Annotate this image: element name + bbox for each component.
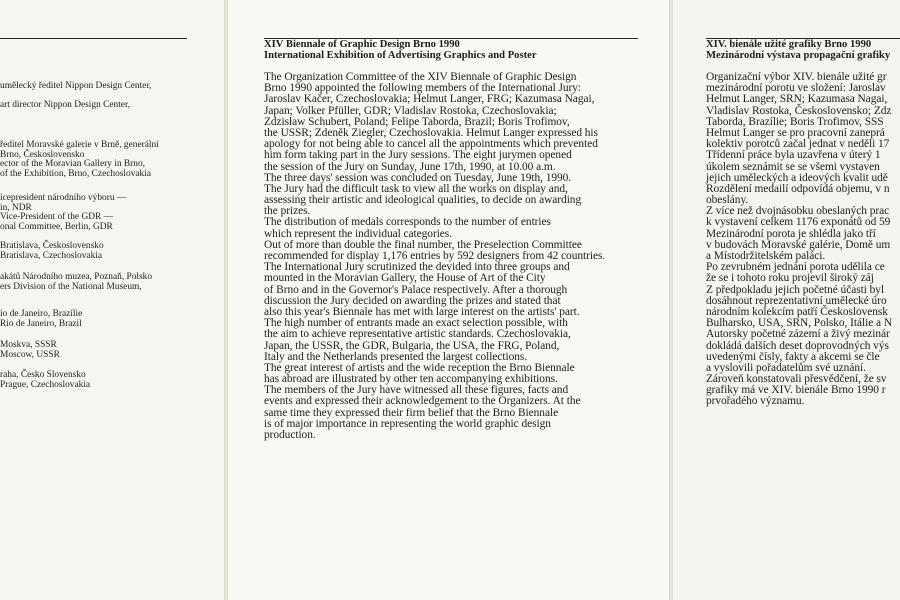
body-line: grafiky má ve XIV. bienále Brno 1990 r — [706, 384, 886, 397]
body-line: Organizační výbor XIV. bienále užité gr — [706, 71, 887, 83]
body-line: the prizes. — [264, 205, 311, 218]
left-panel-jury-list — [0, 0, 225, 600]
jury-line: onal Committee, Berlin, GDR — [0, 222, 113, 233]
body-line: assessing their artistic and ideological qualities, to decide on awarding — [264, 194, 582, 207]
jury-entry-rostoka — [0, 242, 104, 261]
body-line: Vladislav Rostoka, Československo; Zdz — [706, 104, 892, 117]
title-line: XIV Biennale of Graphic Design Brno 1990 — [264, 39, 460, 50]
body-line: Japan; Volker Pfüller, GDR; Vladislav Rostoka, Czechoslovakia; — [264, 104, 557, 117]
body-line: národním kolekcím patří Československ — [706, 305, 888, 318]
body-line: same time they expressed their firm belief that the Brno Biennale — [264, 406, 559, 419]
jury-line: Moskva, SSSR — [0, 340, 57, 350]
body-line: Z více než dvojnásobku obeslaných prac — [706, 205, 890, 218]
jury-line: io de Janeiro, Brazílie — [0, 309, 83, 319]
jury-line: ector of the Moravian Gallery in Brno, — [0, 159, 146, 170]
jury-line: ers Division of the National Museum, — [0, 281, 142, 292]
body-line: also this year's Biennale has met with large interest on the artists' part. — [264, 305, 580, 318]
body-line: dokládá dalších deset doprovodných výs — [706, 339, 889, 352]
center-panel-english — [228, 0, 670, 600]
body-line: Brno 1990 appointed the following members of the International Jury: — [264, 82, 582, 95]
body-line: Italy and the Netherlands presented the largest collections. — [264, 350, 528, 363]
body-line: The distribution of medals corresponds to the number of entries — [264, 216, 551, 229]
jury-line: ředitel Moravské galerie v Brně, generální — [0, 140, 159, 150]
body-line: Helmut Langer se pro pracovní zaneprá — [706, 126, 885, 139]
jury-line: Moscow, USSR — [0, 349, 60, 360]
body-line: Z předpokladu jejich početné účasti byl — [706, 283, 885, 296]
body-line: the aim to achieve representative artistic standards. Czechoslovakia, — [264, 328, 571, 341]
body-line: Rozdělení medailí odpovídá objemu, v n — [706, 182, 890, 195]
jury-entry-pfuller — [0, 194, 126, 233]
body-line: obeslány. — [706, 194, 749, 207]
jury-entry-ziegler — [0, 371, 90, 390]
body-line: jejich uměleckých a ideových kvalit udě — [706, 171, 888, 184]
jury-entry-schubert — [0, 273, 152, 292]
body-line: The members of the Jury have witnessed all these figures, facts and — [264, 384, 569, 397]
body-line: mounted in the Moravian Gallery, the House of Art of the City — [264, 272, 546, 285]
jury-entry-trofimov — [0, 341, 60, 360]
body-line: Zároveň konstatovali přesvědčení, že sv — [706, 373, 887, 386]
body-line: The International Jury scrutinized the devided into three groups and — [264, 261, 570, 274]
jury-line: of the Exhibition, Brno, Czechoslovakia — [0, 169, 152, 180]
body-line: Třídenní práce byla uzavřena v úterý 1 — [706, 149, 881, 162]
body-line: events and expressed their acknowledgement to the Organizers. At the — [264, 395, 581, 408]
body-line: Autorsky početné zázemí a živý mezinár — [706, 328, 890, 341]
body-line: úkolem seznámit se se všemi vystaven — [706, 160, 880, 173]
body-line: Zdzisław Schubert, Poland; Felipe Taborda, Brazil; Boris Trofimov, — [264, 115, 570, 128]
body-line: k vystavení celkem 1176 exponátů od 59 — [706, 216, 891, 229]
body-line: The great interest of artists and the wide reception the Brno Biennale — [264, 361, 575, 374]
body-line: dosáhnout reprezentativní umělecké úro — [706, 294, 887, 307]
body-line: uvedenými čísly, fakty a akcemi se čle — [706, 350, 880, 363]
body-line: prvořadého významu. — [706, 395, 805, 408]
body-line: the session of the Jury on Sunday, June 17th, 1990, at 10.00 a.m. — [264, 160, 556, 173]
body-line: The Jury had the difficult task to view all the works on display and, — [264, 182, 568, 195]
jury-line: Prague, Czechoslovakia — [0, 379, 91, 390]
body-line: is of major importance in representing the world graphic design — [264, 417, 551, 430]
jury-entry-kacer — [0, 141, 159, 180]
left-top-rule — [0, 38, 187, 39]
jury-line: Bratislava, Czechoslovakia — [0, 250, 103, 261]
right-panel-czech — [673, 0, 900, 600]
subtitle-line: Mezinárodní výstava propagační grafiky — [706, 50, 891, 61]
body-line: mezinárodní porotu ve složení: Jaroslav — [706, 82, 886, 95]
body-line: Po zevrubném jednání porota udělila ce — [706, 261, 885, 274]
body-line: The three days' session was concluded on Tuesday, June 19th, 1990. — [264, 171, 572, 184]
subtitle-line: International Exhibition of Advertising Graphics and Poster — [264, 50, 537, 61]
jury-line: raha, Česko Slovensko — [0, 370, 86, 380]
body-line: a Místodržitelském paláci. — [706, 250, 826, 262]
title-line: XIV. bienále užité grafiky Brno 1990 — [706, 39, 872, 50]
jury-line: icepresident národního výboru — — [0, 193, 127, 203]
jury-line: Bratislava, Československo — [0, 241, 104, 251]
english-body-text — [264, 72, 605, 441]
jury-line: akátů Národního muzea, Poznaň, Polsko — [0, 272, 153, 282]
body-line: že se i tohoto roku projevil široký záj — [706, 272, 874, 285]
body-line: production. — [264, 429, 316, 441]
body-line: Helmut Langer, SRN; Kazumasa Nagai, — [706, 93, 888, 106]
body-line: of Brno and in the Governor's Palace respectively. After a thorough — [264, 283, 568, 296]
body-line: Japan, the USSR, the GDR, Bulgaria, the USA, the FRG, Poland, — [264, 339, 560, 352]
jury-entry-nagai — [0, 82, 151, 111]
body-line: The high number of entrants made an exact selection possible, with — [264, 317, 568, 330]
body-line: the USSR; Zdeněk Ziegler, Czechoslovakia. Helmut Langer expressed his — [264, 126, 598, 139]
jury-entry-taborda — [0, 310, 82, 329]
body-line: discussion the Jury decided on awarding the prizes and stated that — [264, 294, 561, 307]
jury-line: Vice-President of the GDR — — [0, 212, 113, 223]
body-line: apology for not being able to cancel all the appointments which prevented — [264, 138, 598, 151]
body-line: him form taking part in the Jury sessions. The eight jurymen opened — [264, 149, 572, 162]
body-line: Mezinárodní porota je shlédla jako tří — [706, 227, 876, 240]
body-line: Out of more than double the final number, the Preselection Committee — [264, 238, 582, 251]
jury-line: Brno, Československo — [0, 149, 85, 160]
body-line: which represent the individual categories. — [264, 227, 452, 240]
english-title — [264, 39, 537, 61]
body-line: has abroad are illustrated by other ten accompanying exhibitions. — [264, 373, 558, 386]
jury-line: umělecký ředitel Nippon Design Center, — [0, 81, 152, 91]
body-line: Bulharsko, USA, SRN, Polsko, Itálie a N — [706, 317, 892, 330]
jury-line: art director Nippon Design Center, — [0, 100, 131, 111]
czech-title — [706, 39, 890, 61]
body-line: kolektiv porotců začal jednat v neděli 17 — [706, 138, 890, 151]
body-line: Jaroslav Kačer, Czechoslovakia; Helmut Langer, FRG; Kazumasa Nagai, — [264, 93, 595, 106]
czech-body-text — [706, 72, 892, 408]
body-line: Taborda, Brazílie; Boris Trofimov, SSS — [706, 115, 884, 128]
body-line: The Organization Committee of the XIV Biennale of Graphic Design — [264, 71, 577, 83]
body-line: recommended for display 1,176 entries by 592 designers from 42 countries. — [264, 250, 606, 262]
body-line: a vyslovili pořadatelům své uznání. — [706, 361, 866, 374]
jury-line: Rio de Janeiro, Brazil — [0, 318, 82, 329]
jury-line: in, NDR — [0, 202, 32, 213]
body-line: v budovách Moravské galérie, Domě um — [706, 238, 891, 251]
